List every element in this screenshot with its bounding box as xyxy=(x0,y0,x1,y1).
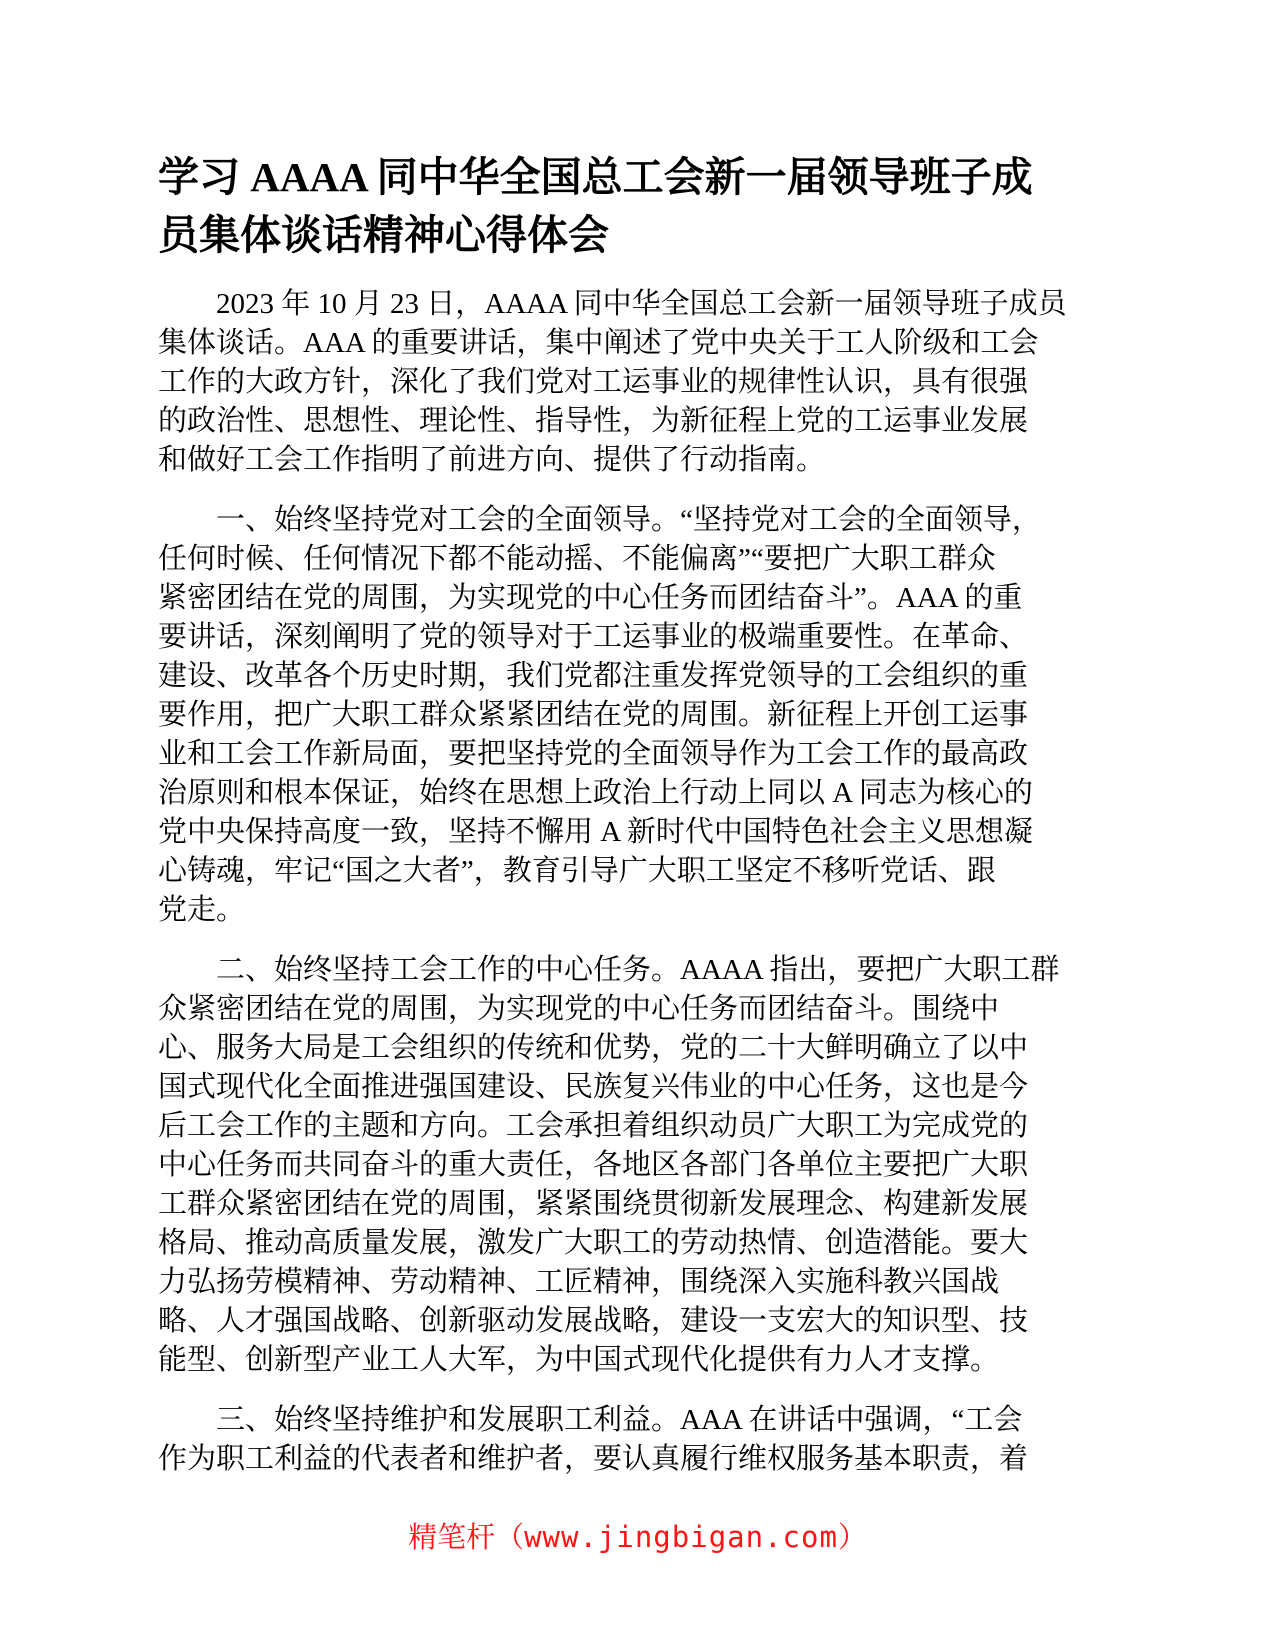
text-line: 的政治性、思想性、理论性、指导性，为新征程上党的工运事业发展 xyxy=(158,405,1029,437)
text-line: 三、始终坚持维护和发展职工利益。AAA 在讲话中强调，“工会 xyxy=(216,1404,1023,1436)
text-line: 众紧密团结在党的周围，为实现党的中心任务而团结奋斗。围绕中 xyxy=(158,993,1000,1025)
paragraph xyxy=(158,951,1076,1380)
text-line: 集体谈话。AAA 的重要讲话，集中阐述了党中央关于工人阶级和工会 xyxy=(158,327,1039,359)
text-line: 党走。 xyxy=(158,894,246,926)
text-line: 能型、创新型产业工人大军，为中国式现代化提供有力人才支撑。 xyxy=(158,1344,1000,1376)
text-line: 2023 年 10 月 23 日，AAAA 同中华全国总工会新一届领导班子成员 xyxy=(216,288,1067,320)
text-line: 略、人才强国战略、创新驱动发展战略，建设一支宏大的知识型、技 xyxy=(158,1305,1029,1337)
footer-site-url: www.jingbigan.com xyxy=(524,1520,838,1554)
text-line: 心铸魂，牢记“国之大者”，教育引导广大职工坚定不移听党话、跟 xyxy=(158,855,996,887)
text-line: 心、服务大局是工会组织的传统和优势，党的二十大鲜明确立了以中 xyxy=(158,1032,1029,1064)
title-line: 员集体谈话精神心得体会 xyxy=(158,212,609,258)
document-title xyxy=(158,148,1118,264)
text-line: 建设、改革各个历史时期，我们党都注重发挥党领导的工会组织的重 xyxy=(158,660,1029,692)
text-line: 治原则和根本保证，始终在思想上政治上行动上同以 A 同志为核心的 xyxy=(158,777,1033,809)
text-line: 后工会工作的主题和方向。工会承担着组织动员广大职工为完成党的 xyxy=(158,1110,1029,1142)
text-line: 要讲话，深刻阐明了党的领导对于工运事业的极端重要性。在革命、 xyxy=(158,621,1029,653)
document-body xyxy=(158,285,1076,1479)
footer-site-name: 精笔杆（ xyxy=(408,1522,525,1554)
footer-watermark xyxy=(0,1518,1275,1558)
paragraph xyxy=(158,501,1076,930)
text-line: 要作用，把广大职工群众紧紧团结在党的周围。新征程上开创工运事 xyxy=(158,699,1029,731)
text-line: 工作的大政方针，深化了我们党对工运事业的规律性认识，具有很强 xyxy=(158,366,1029,398)
text-line: 国式现代化全面推进强国建设、民族复兴伟业的中心任务，这也是今 xyxy=(158,1071,1029,1103)
text-line: 力弘扬劳模精神、劳动精神、工匠精神，围绕深入实施科教兴国战 xyxy=(158,1266,1000,1298)
paragraph xyxy=(158,1401,1076,1479)
text-line: 党中央保持高度一致，坚持不懈用 A 新时代中国特色社会主义思想凝 xyxy=(158,816,1033,848)
text-line: 紧密团结在党的周围，为实现党的中心任务而团结奋斗”。AAA 的重 xyxy=(158,582,1023,614)
footer-suffix: ） xyxy=(837,1522,867,1554)
text-line: 业和工会工作新局面，要把坚持党的全面领导作为工会工作的最高政 xyxy=(158,738,1029,770)
text-line: 格局、推动高质量发展，激发广大职工的劳动热情、创造潜能。要大 xyxy=(158,1227,1029,1259)
paragraph xyxy=(158,285,1076,480)
text-line: 工群众紧密团结在党的周围，紧紧围绕贯彻新发展理念、构建新发展 xyxy=(158,1188,1029,1220)
text-line: 中心任务而共同奋斗的重大责任，各地区各部门各单位主要把广大职 xyxy=(158,1149,1029,1181)
text-line: 任何时候、任何情况下都不能动摇、不能偏离”“要把广大职工群众 xyxy=(158,543,996,575)
text-line: 二、始终坚持工会工作的中心任务。AAAA 指出，要把广大职工群 xyxy=(216,954,1060,986)
text-line: 和做好工会工作指明了前进方向、提供了行动指南。 xyxy=(158,444,826,476)
text-line: 作为职工利益的代表者和维护者，要认真履行维权服务基本职责，着 xyxy=(158,1443,1029,1475)
text-line: 一、始终坚持党对工会的全面领导。“坚持党对工会的全面领导， xyxy=(216,504,1041,536)
title-line: 学习 AAAA 同中华全国总工会新一届领导班子成 xyxy=(158,154,1033,200)
